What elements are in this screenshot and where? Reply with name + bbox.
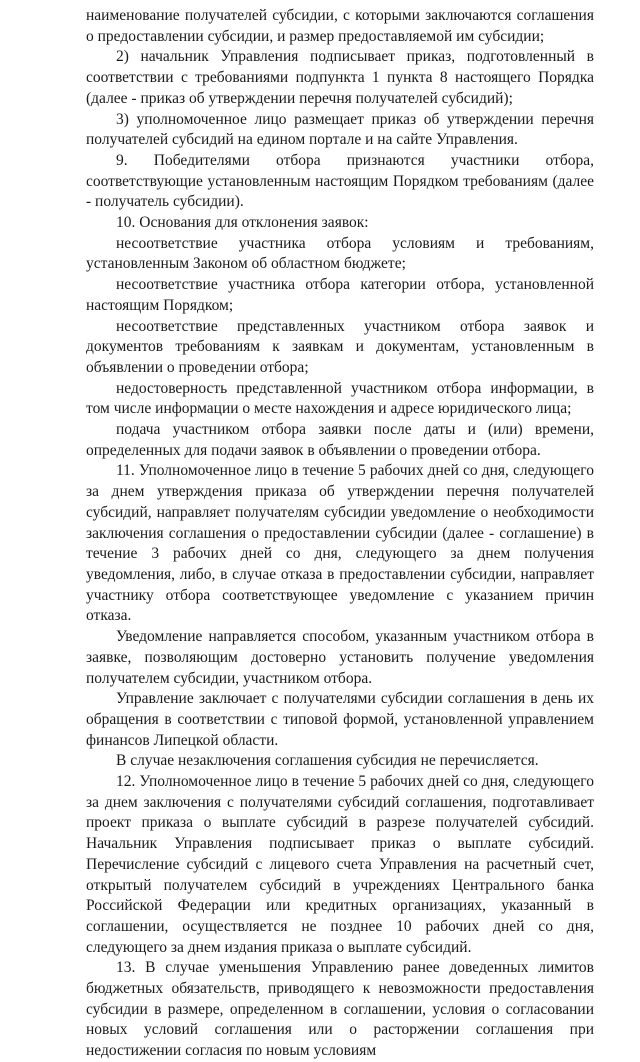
paragraph-clause-10: 10. Основания для отклонения заявок: [116, 214, 369, 232]
paragraph-recipients-list: наименование получателей субсидии, с которыми заключаются соглашения о предоставлении субсидии, и размер предоставляемой им субсидии; [86, 7, 594, 45]
paragraph-clause-11: 11. Уполномоченное лицо в течение 5 рабочих дней со дня, следующего за днем утверждения приказа об утверждении перечня получателей субсидий, направляет получателям субсидии уведомление о необходимости заключения соглашения о предоставлении субсидии (далее - соглашение) в течение 3 рабочих дней со дня, следующего за днем получения уведомления, либо, в случае отказа в предоставлении субсидии, направляет участнику отбора соответствующее уведомление с указанием причин отказа. [86, 462, 594, 625]
paragraph-clause-12: 12. Уполномоченное лицо в течение 5 рабочих дней со дня, следующего за днем заключения с получателями субсидий соглашения, подготавливает проект приказа о выплате субсидий в разрезе получателей субсидий. Начальник Управления подписывает приказ о выплате субсидий. Перечисление субсидий с лицевого счета Управления на расчетный счет, открытый получателем субсидий в учреждениях Центрального банка Российской Федерации или кредитных организациях, указанный в соглашении, осуществляется не позднее 10 рабочих дней со дня, следующего за днем издания приказа о выплате субсидий. [86, 773, 594, 956]
paragraph-reason-1: несоответствие участника отбора условиям и требованиям, установленным Законом об областном бюджете; [86, 234, 594, 273]
document-body [86, 6, 594, 1062]
paragraph-agreement: Управление заключает с получателями субсидии соглашения в день их обращения в соответствии с типовой формой, установленной управлением финансов Липецкой области. [86, 690, 594, 749]
paragraph-reason-2: несоответствие участника отбора категории отбора, установленной настоящим Порядком; [86, 276, 594, 314]
paragraph-item-3: 3) уполномоченное лицо размещает приказ об утверждении перечня получателей субсидий на едином портале и на сайте Управления. [86, 110, 594, 149]
paragraph-reason-4: недостоверность представленной участником отбора информации, в том числе информации о месте нахождения и адресе юридического лица; [86, 379, 594, 418]
paragraph-item-2: 2) начальник Управления подписывает приказ, подготовленный в соответствии с требованиями подпункта 1 пункта 8 настоящего Порядка (далее - приказ об утверждении перечня получателей субсидий); [86, 48, 594, 107]
paragraph-notification: Уведомление направляется способом, указанным участником отбора в заявке, позволяющим достоверно установить получение уведомления получателем субсидии, участником отбора. [86, 628, 594, 687]
paragraph-reason-3: несоответствие представленных участником отбора заявок и документов требованиям к заявкам и документам, установленным в объявлении о проведении отбора; [86, 317, 594, 376]
paragraph-clause-13: 13. В случае уменьшения Управлению ранее доведенных лимитов бюджетных обязательств, приводящего к невозможности предоставления субсидии в размере, определенном в соглашении, условия о согласовании новых условий соглашения или о расторжении соглашения при недостижении согласия по новым условиям [86, 959, 594, 1060]
paragraph-clause-9: 9. Победителями отбора признаются участники отбора, соответствующие установленным настоящим Порядком требованиям (далее - получатель субсидии). [86, 151, 594, 211]
paragraph-reason-5: подача участником отбора заявки после даты и (или) времени, определенных для подачи заявок в объявлении о проведении отбора. [86, 421, 594, 459]
paragraph-no-agreement: В случае незаключения соглашения субсидия не перечисляется. [116, 752, 539, 770]
